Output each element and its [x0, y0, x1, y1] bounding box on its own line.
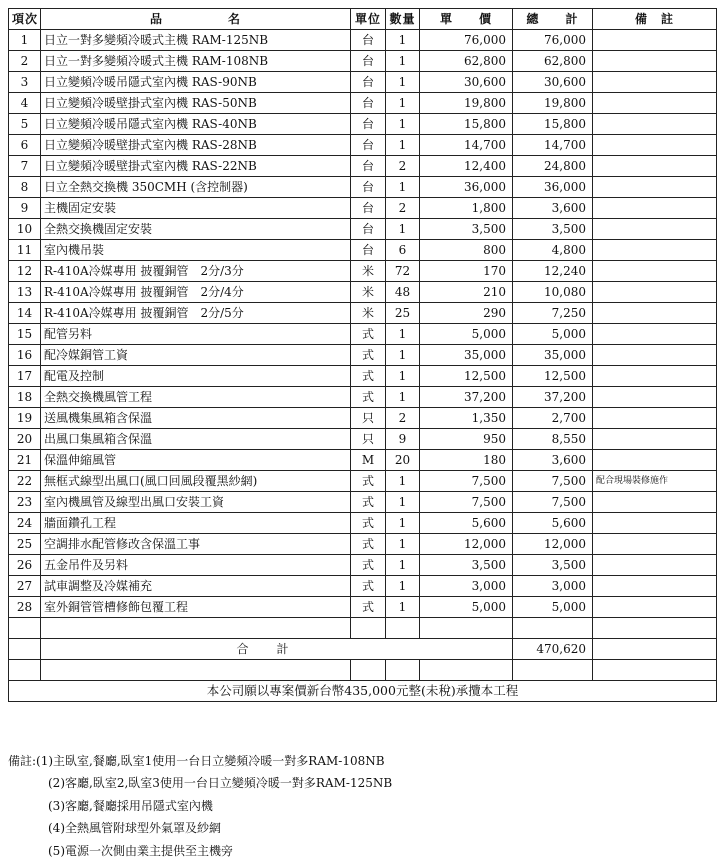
- item-total: 3,500: [513, 219, 593, 240]
- item-name: 日立變頻冷暖吊隱式室內機 RAS-40NB: [41, 114, 351, 135]
- item-qty: 6: [386, 240, 420, 261]
- item-no: 16: [9, 345, 41, 366]
- item-total: 3,500: [513, 555, 593, 576]
- item-qty: 1: [386, 471, 420, 492]
- item-name: 配冷媒銅管工資: [41, 345, 351, 366]
- item-qty: 1: [386, 114, 420, 135]
- item-unit-price: 76,000: [420, 30, 513, 51]
- table-row: [9, 177, 717, 198]
- item-remark: [593, 408, 717, 429]
- item-name: 日立變頻冷暖吊隱式室內機 RAS-90NB: [41, 72, 351, 93]
- table-row: [9, 324, 717, 345]
- item-total: 15,800: [513, 114, 593, 135]
- item-qty: 1: [386, 345, 420, 366]
- table-row: [9, 471, 717, 492]
- item-no: 12: [9, 261, 41, 282]
- item-remark: [593, 324, 717, 345]
- item-qty: 1: [386, 51, 420, 72]
- item-unit: 台: [351, 30, 386, 51]
- item-name: 日立變頻冷暖壁掛式室內機 RAS-50NB: [41, 93, 351, 114]
- item-unit: 式: [351, 387, 386, 408]
- item-unit-price: 210: [420, 282, 513, 303]
- item-unit: 式: [351, 576, 386, 597]
- item-name: 無框式線型出風口(風口回風段覆黑紗網): [41, 471, 351, 492]
- item-qty: 48: [386, 282, 420, 303]
- item-total: 35,000: [513, 345, 593, 366]
- item-total: 3,600: [513, 450, 593, 471]
- item-qty: 2: [386, 408, 420, 429]
- item-name: 配電及控制: [41, 366, 351, 387]
- table-row: [9, 114, 717, 135]
- item-total: 10,080: [513, 282, 593, 303]
- item-no: 18: [9, 387, 41, 408]
- item-remark: [593, 261, 717, 282]
- item-name: 保溫伸縮風管: [41, 450, 351, 471]
- item-no: 7: [9, 156, 41, 177]
- summary-total: 470,620: [513, 638, 593, 659]
- item-name: 試車調整及冷媒補充: [41, 576, 351, 597]
- item-unit: 式: [351, 513, 386, 534]
- item-unit-price: 15,800: [420, 114, 513, 135]
- table-row: [9, 240, 717, 261]
- item-remark: [593, 135, 717, 156]
- table-row: [9, 303, 717, 324]
- item-unit: 台: [351, 93, 386, 114]
- item-qty: 1: [386, 177, 420, 198]
- item-remark: [593, 366, 717, 387]
- item-remark: [593, 534, 717, 555]
- item-total: 62,800: [513, 51, 593, 72]
- table-row: [9, 345, 717, 366]
- header-qty: 數量: [386, 9, 420, 30]
- item-unit-price: 180: [420, 450, 513, 471]
- item-unit: 式: [351, 597, 386, 618]
- item-total: 19,800: [513, 93, 593, 114]
- summary-label: 合計: [41, 638, 513, 659]
- item-no: 8: [9, 177, 41, 198]
- item-remark: [593, 576, 717, 597]
- item-name: R-410A冷媒專用 披覆銅管 2分/3分: [41, 261, 351, 282]
- item-name: 室內機風管及線型出風口安裝工資: [41, 492, 351, 513]
- item-total: 3,600: [513, 198, 593, 219]
- item-no: 10: [9, 219, 41, 240]
- table-row: [9, 156, 717, 177]
- item-no: 3: [9, 72, 41, 93]
- item-total: 5,600: [513, 513, 593, 534]
- item-name: R-410A冷媒專用 披覆銅管 2分/4分: [41, 282, 351, 303]
- item-no: 21: [9, 450, 41, 471]
- statement-row: [9, 680, 717, 701]
- notes-section: [8, 750, 708, 862]
- item-no: 9: [9, 198, 41, 219]
- note-line: (2)客廳,臥室2,臥室3使用一台日立變頻冷暖一對多RAM-125NB: [48, 776, 393, 791]
- item-name: 全熱交換機固定安裝: [41, 219, 351, 240]
- item-unit: 台: [351, 72, 386, 93]
- item-total: 4,800: [513, 240, 593, 261]
- item-unit: 式: [351, 345, 386, 366]
- blank-row: [9, 659, 717, 680]
- table-row: [9, 135, 717, 156]
- item-total: 8,550: [513, 429, 593, 450]
- item-unit-price: 1,800: [420, 198, 513, 219]
- header-unit: 單位: [351, 9, 386, 30]
- table-row: [9, 219, 717, 240]
- item-unit: 式: [351, 534, 386, 555]
- item-remark: [593, 555, 717, 576]
- item-qty: 20: [386, 450, 420, 471]
- item-remark: [593, 513, 717, 534]
- item-unit: 台: [351, 51, 386, 72]
- table-row: [9, 261, 717, 282]
- item-name: 日立變頻冷暖壁掛式室內機 RAS-28NB: [41, 135, 351, 156]
- item-unit-price: 950: [420, 429, 513, 450]
- item-unit-price: 3,000: [420, 576, 513, 597]
- item-qty: 1: [386, 219, 420, 240]
- table-row: [9, 366, 717, 387]
- item-name: 送風機集風箱含保溫: [41, 408, 351, 429]
- item-name: 配管另料: [41, 324, 351, 345]
- table-row: [9, 576, 717, 597]
- item-unit: 只: [351, 408, 386, 429]
- item-name: 日立一對多變頻冷暖式主機 RAM-108NB: [41, 51, 351, 72]
- item-total: 7,250: [513, 303, 593, 324]
- item-name: R-410A冷媒專用 披覆銅管 2分/5分: [41, 303, 351, 324]
- item-no: 5: [9, 114, 41, 135]
- table-row: [9, 51, 717, 72]
- item-qty: 2: [386, 198, 420, 219]
- item-unit-price: 12,000: [420, 534, 513, 555]
- header-total: 總 計: [513, 9, 593, 30]
- header-name: 品 名: [41, 9, 351, 30]
- note-line: (5)電源一次側由業主提供至主機旁: [48, 843, 233, 858]
- item-no: 15: [9, 324, 41, 345]
- item-remark: [593, 30, 717, 51]
- item-total: 30,600: [513, 72, 593, 93]
- item-total: 37,200: [513, 387, 593, 408]
- item-unit-price: 14,700: [420, 135, 513, 156]
- item-no: 11: [9, 240, 41, 261]
- item-total: 7,500: [513, 492, 593, 513]
- item-unit: 米: [351, 261, 386, 282]
- item-unit-price: 12,500: [420, 366, 513, 387]
- item-no: 4: [9, 93, 41, 114]
- table-row: [9, 387, 717, 408]
- item-unit: 台: [351, 198, 386, 219]
- item-unit: M: [351, 450, 386, 471]
- quotation-table: [8, 8, 717, 702]
- table-row: [9, 30, 717, 51]
- item-remark: [593, 303, 717, 324]
- item-unit: 台: [351, 135, 386, 156]
- table-row: [9, 93, 717, 114]
- item-no: 19: [9, 408, 41, 429]
- item-no: 24: [9, 513, 41, 534]
- item-remark: [593, 492, 717, 513]
- item-qty: 1: [386, 597, 420, 618]
- item-unit: 只: [351, 429, 386, 450]
- item-unit: 式: [351, 492, 386, 513]
- item-unit: 台: [351, 219, 386, 240]
- item-remark: [593, 282, 717, 303]
- item-unit: 式: [351, 555, 386, 576]
- item-name: 室外銅管管槽修飾包覆工程: [41, 597, 351, 618]
- item-unit-price: 7,500: [420, 492, 513, 513]
- item-qty: 1: [386, 135, 420, 156]
- item-unit-price: 5,000: [420, 324, 513, 345]
- item-remark: [593, 177, 717, 198]
- table-row: [9, 555, 717, 576]
- item-unit: 式: [351, 324, 386, 345]
- item-name: 室內機吊裝: [41, 240, 351, 261]
- item-qty: 9: [386, 429, 420, 450]
- item-qty: 1: [386, 492, 420, 513]
- note-line: (3)客廳,餐廳採用吊隱式室內機: [48, 798, 213, 813]
- item-total: 76,000: [513, 30, 593, 51]
- item-no: 2: [9, 51, 41, 72]
- item-unit-price: 5,000: [420, 597, 513, 618]
- item-remark: [593, 198, 717, 219]
- note-line: (4)全熱風管附球型外氣罩及紗網: [48, 821, 221, 836]
- item-no: 22: [9, 471, 41, 492]
- item-total: 5,000: [513, 597, 593, 618]
- item-unit-price: 19,800: [420, 93, 513, 114]
- item-qty: 1: [386, 387, 420, 408]
- item-qty: 1: [386, 576, 420, 597]
- item-qty: 1: [386, 513, 420, 534]
- item-qty: 1: [386, 93, 420, 114]
- item-unit-price: 290: [420, 303, 513, 324]
- item-total: 12,000: [513, 534, 593, 555]
- header-no: 項次: [9, 9, 41, 30]
- table-row: [9, 198, 717, 219]
- item-unit-price: 1,350: [420, 408, 513, 429]
- item-rows: [9, 30, 717, 618]
- item-total: 7,500: [513, 471, 593, 492]
- item-unit: 式: [351, 366, 386, 387]
- item-qty: 1: [386, 555, 420, 576]
- header-remark: 備 註: [593, 9, 717, 30]
- item-unit-price: 62,800: [420, 51, 513, 72]
- summary-row: [9, 638, 717, 659]
- item-unit-price: 3,500: [420, 555, 513, 576]
- item-qty: 1: [386, 72, 420, 93]
- item-unit-price: 800: [420, 240, 513, 261]
- item-unit: 式: [351, 471, 386, 492]
- table-row: [9, 513, 717, 534]
- item-remark: [593, 114, 717, 135]
- table-row: [9, 429, 717, 450]
- item-remark: [593, 72, 717, 93]
- item-qty: 2: [386, 156, 420, 177]
- table-row: [9, 492, 717, 513]
- item-remark: [593, 597, 717, 618]
- item-remark: [593, 429, 717, 450]
- item-remark: [593, 387, 717, 408]
- item-remark: [593, 345, 717, 366]
- item-name: 出風口集風箱含保溫: [41, 429, 351, 450]
- item-qty: 1: [386, 366, 420, 387]
- item-no: 23: [9, 492, 41, 513]
- item-no: 25: [9, 534, 41, 555]
- table-row: [9, 282, 717, 303]
- item-no: 1: [9, 30, 41, 51]
- header-row: [9, 9, 717, 30]
- item-remark: [593, 51, 717, 72]
- item-unit: 米: [351, 282, 386, 303]
- item-total: 2,700: [513, 408, 593, 429]
- item-no: 17: [9, 366, 41, 387]
- item-name: 日立全熱交換機 350CMH (含控制器): [41, 177, 351, 198]
- item-remark: 配合現場裝修施作: [593, 471, 717, 492]
- item-total: 12,240: [513, 261, 593, 282]
- item-total: 14,700: [513, 135, 593, 156]
- item-name: 空調排水配管修改含保溫工事: [41, 534, 351, 555]
- item-no: 26: [9, 555, 41, 576]
- item-name: 日立變頻冷暖壁掛式室內機 RAS-22NB: [41, 156, 351, 177]
- table-row: [9, 450, 717, 471]
- item-no: 27: [9, 576, 41, 597]
- item-remark: [593, 93, 717, 114]
- header-price: 單 價: [420, 9, 513, 30]
- item-unit-price: 37,200: [420, 387, 513, 408]
- project-price-statement: 本公司願以專案價新台幣435,000元整(未稅)承攬本工程: [9, 680, 717, 701]
- item-unit-price: 35,000: [420, 345, 513, 366]
- item-no: 6: [9, 135, 41, 156]
- item-qty: 72: [386, 261, 420, 282]
- item-no: 14: [9, 303, 41, 324]
- table-row: [9, 534, 717, 555]
- item-name: 全熱交換機風管工程: [41, 387, 351, 408]
- item-unit-price: 30,600: [420, 72, 513, 93]
- item-total: 36,000: [513, 177, 593, 198]
- item-unit: 台: [351, 177, 386, 198]
- item-unit-price: 36,000: [420, 177, 513, 198]
- item-name: 日立一對多變頻冷暖式主機 RAM-125NB: [41, 30, 351, 51]
- item-qty: 1: [386, 324, 420, 345]
- note-line: 備註:(1)主臥室,餐廳,臥室1使用一台日立變頻冷暖一對多RAM-108NB: [8, 754, 385, 768]
- blank-row: [9, 618, 717, 639]
- item-no: 20: [9, 429, 41, 450]
- item-total: 24,800: [513, 156, 593, 177]
- item-unit-price: 7,500: [420, 471, 513, 492]
- item-total: 3,000: [513, 576, 593, 597]
- item-total: 12,500: [513, 366, 593, 387]
- item-remark: [593, 240, 717, 261]
- table-row: [9, 72, 717, 93]
- item-total: 5,000: [513, 324, 593, 345]
- item-unit-price: 12,400: [420, 156, 513, 177]
- table-row: [9, 597, 717, 618]
- item-unit: 台: [351, 156, 386, 177]
- item-unit: 米: [351, 303, 386, 324]
- item-qty: 25: [386, 303, 420, 324]
- item-remark: [593, 156, 717, 177]
- item-qty: 1: [386, 534, 420, 555]
- item-unit-price: 3,500: [420, 219, 513, 240]
- item-name: 五金吊件及另料: [41, 555, 351, 576]
- item-unit: 台: [351, 240, 386, 261]
- item-no: 13: [9, 282, 41, 303]
- item-unit: 台: [351, 114, 386, 135]
- item-no: 28: [9, 597, 41, 618]
- item-unit-price: 5,600: [420, 513, 513, 534]
- item-remark: [593, 219, 717, 240]
- item-qty: 1: [386, 30, 420, 51]
- table-row: [9, 408, 717, 429]
- item-name: 主機固定安裝: [41, 198, 351, 219]
- item-remark: [593, 450, 717, 471]
- item-unit-price: 170: [420, 261, 513, 282]
- item-name: 牆面鑽孔工程: [41, 513, 351, 534]
